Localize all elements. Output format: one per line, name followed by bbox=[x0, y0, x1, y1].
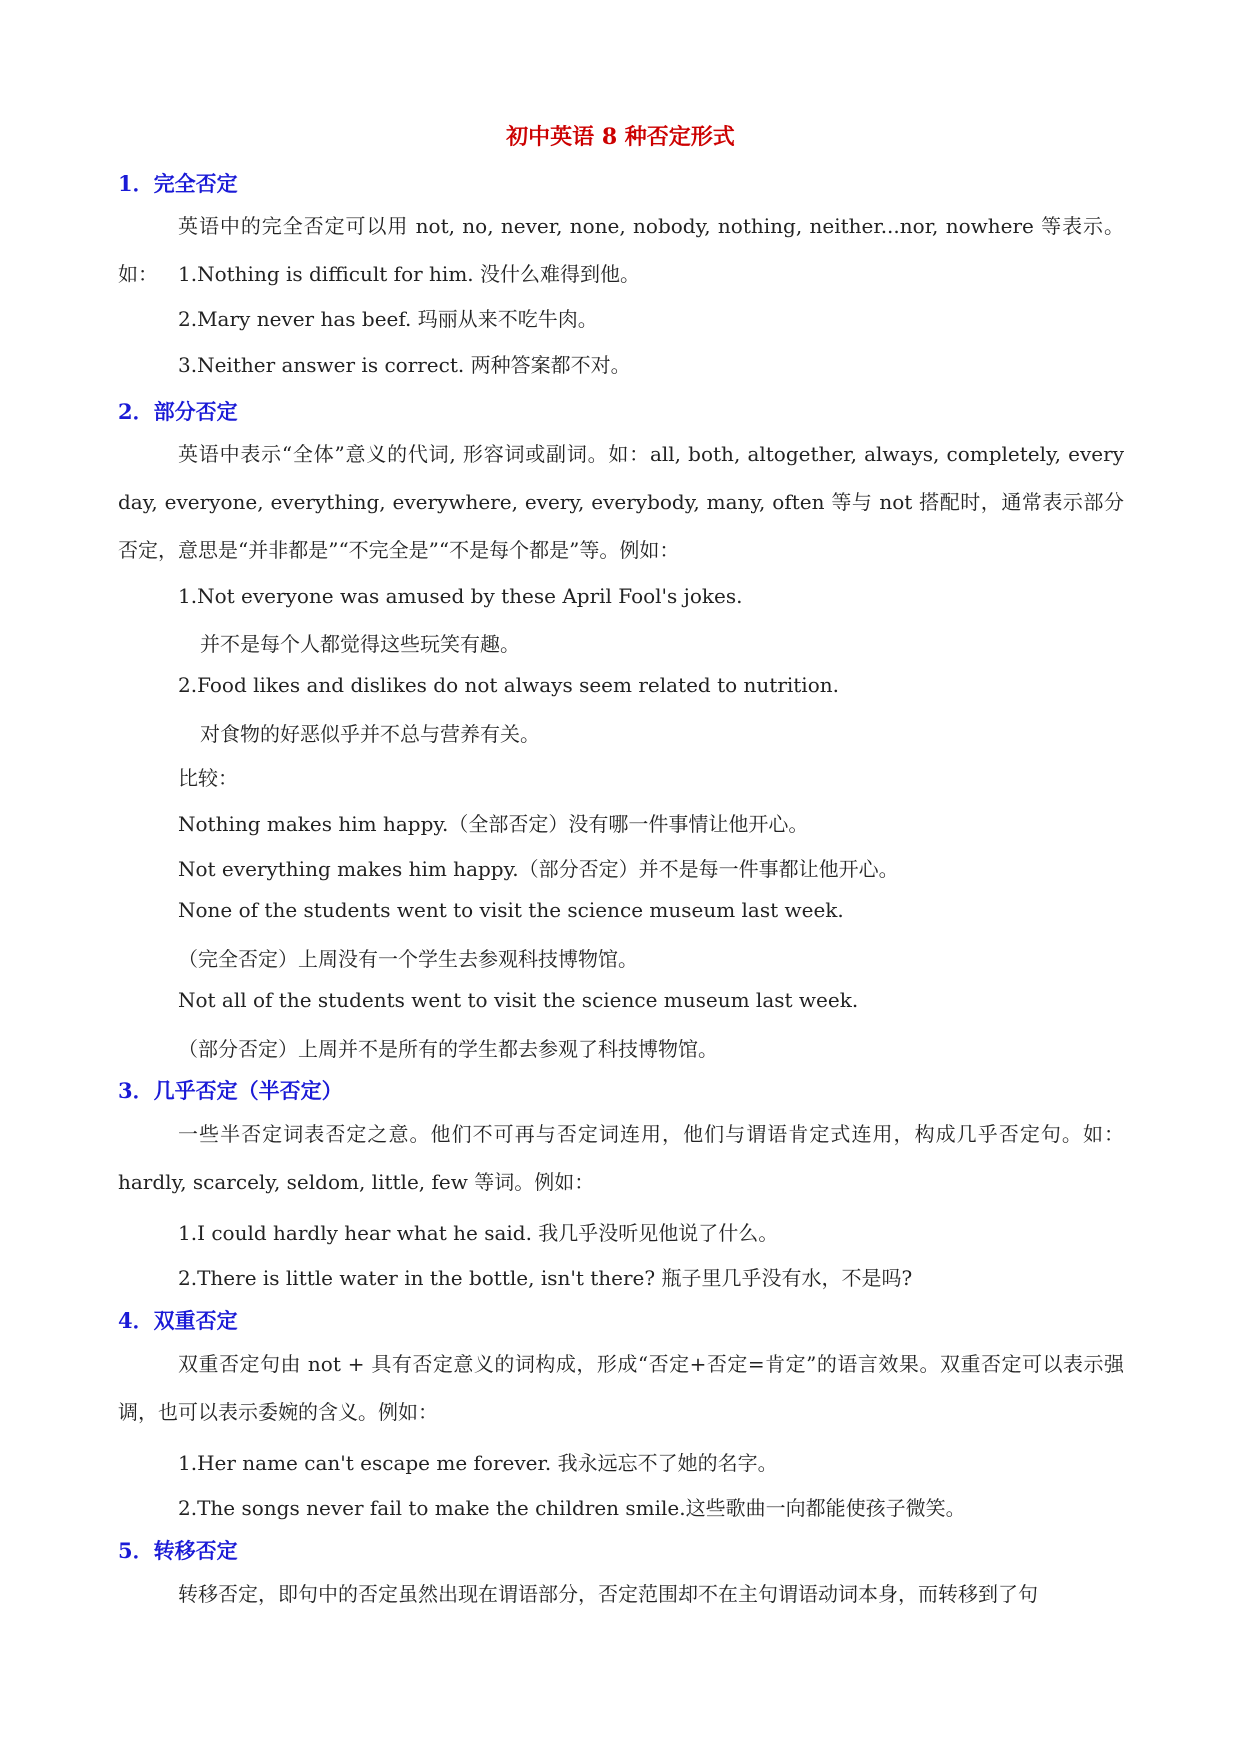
section-heading-4: 4．双重否定 bbox=[118, 1308, 238, 1333]
section-2-intro: 英语中表示“全体”意义的代词, 形容词或副词。如：all, both, altogether, always, completely, every day, everyone, everything, everywhere, every, everybody, many, often 等与 not 搭配时，通常表示部分否定，意思是“并非都是”“不完全是”“不是每个都是”等。例如： bbox=[118, 442, 1124, 562]
section-2-line-6: Nothing makes him happy.（全部否定）没有哪一件事情让他开心。 bbox=[178, 812, 809, 836]
section-2-line-1: 1.Not everyone was amused by these April Fool's jokes. bbox=[178, 584, 743, 608]
section-heading-5: 5．转移否定 bbox=[118, 1538, 238, 1563]
section-2-line-10: Not all of the students went to visit the science museum last week. bbox=[178, 988, 859, 1012]
section-2-line-5: 比较： bbox=[178, 766, 238, 790]
section-3-intro: 一些半否定词表否定之意。他们不可再与否定词连用，他们与谓语肯定式连用，构成几乎否定句。如：hardly, scarcely, seldom, little, few 等词。例如： bbox=[118, 1122, 1124, 1194]
section-1-intro: 英语中的完全否定可以用 not, no, never, none, nobody, nothing, neither...nor, nowhere 等表示。如： bbox=[118, 214, 1124, 286]
section-2-line-4: 对食物的好恶似乎并不总与营养有关。 bbox=[200, 722, 540, 746]
section-4-example-1: 1.Her name can't escape me forever. 我永远忘不了她的名字。 bbox=[178, 1451, 778, 1475]
section-1-example-3: 3.Neither answer is correct. 两种答案都不对。 bbox=[178, 353, 631, 377]
section-2-line-3: 2.Food likes and dislikes do not always seem related to nutrition. bbox=[178, 673, 839, 697]
section-2-line-7: Not everything makes him happy.（部分否定）并不是每一件事都让他开心。 bbox=[178, 857, 899, 881]
section-3-example-1: 1.I could hardly hear what he said. 我几乎没听见他说了什么。 bbox=[178, 1221, 779, 1245]
section-heading-1: 1．完全否定 bbox=[118, 171, 238, 196]
section-heading-3: 3．几乎否定（半否定） bbox=[118, 1078, 343, 1103]
section-2-line-11: （部分否定）上周并不是所有的学生都去参观了科技博物馆。 bbox=[178, 1037, 718, 1061]
section-2-line-9: （完全否定）上周没有一个学生去参观科技博物馆。 bbox=[178, 947, 638, 971]
section-5-intro: 转移否定，即句中的否定虽然出现在谓语部分，否定范围却不在主句谓语动词本身，而转移到了句 bbox=[178, 1582, 1038, 1606]
section-3-example-2: 2.There is little water in the bottle, isn't there? 瓶子里几乎没有水，不是吗? bbox=[178, 1266, 913, 1290]
section-4-example-2: 2.The songs never fail to make the children smile.这些歌曲一向都能使孩子微笑。 bbox=[178, 1496, 966, 1520]
section-2-line-2: 并不是每个人都觉得这些玩笑有趣。 bbox=[200, 632, 520, 656]
section-2-line-8: None of the students went to visit the science museum last week. bbox=[178, 898, 844, 922]
page-title: 初中英语 8 种否定形式 bbox=[506, 124, 735, 150]
section-heading-2: 2．部分否定 bbox=[118, 399, 238, 424]
section-1-example-1: 1.Nothing is difficult for him. 没什么难得到他。 bbox=[178, 262, 640, 286]
section-1-example-2: 2.Mary never has beef. 玛丽从来不吃牛肉。 bbox=[178, 307, 598, 331]
section-4-intro: 双重否定句由 not + 具有否定意义的词构成，形成“否定+否定=肯定”的语言效果。双重否定可以表示强调，也可以表示委婉的含义。例如： bbox=[118, 1352, 1124, 1424]
